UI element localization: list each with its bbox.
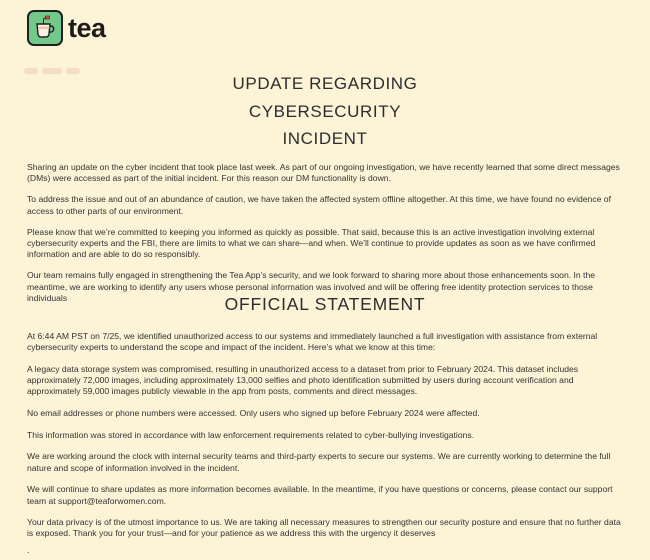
statement-paragraph: We are working around the clock with internal security teams and third-party experts to secure our systems. We are currently working to determine the full nature and scope of information involved in the incident. — [27, 451, 611, 473]
title-line: CYBERSECURITY — [248, 101, 402, 121]
statement-paragraph: No email addresses or phone numbers were accessed. Only users who signed up before February 2024 were affected. — [27, 408, 480, 419]
statement-paragraph: We will continue to share updates as more information becomes available. In the meantime, if you have questions or concerns, please contact our support team at support@teaforwomen.com. — [27, 484, 613, 506]
update-paragraph: Please know that we’re committed to keeping you informed as quickly as possible. That said, because this is an active investigation involving external cybersecurity experts and the FBI, there are limits to what we can share—and when. We’ll continue to provide updates as soon as we have confirmed information and are able to do so responsibly. — [27, 226, 596, 260]
update-body — [27, 162, 623, 314]
statement-body — [27, 331, 623, 550]
update-paragraph: Our team remains fully engaged in strengthening the Tea App’s security, and we look forward to sharing more about those enhancements soon. In the meantime, we are working to identify any users whose personal information was involved and will be offering free identity protection services to those individuals — [27, 270, 596, 303]
title-line: UPDATE REGARDING — [232, 74, 418, 93]
brand-name[interactable]: tea — [68, 13, 106, 43]
statement-paragraph: Your data privacy is of the utmost importance to us. We are taking all necessary measures to strengthen our security posture and ensure that no further data is exposed. Thank you for your trust—and for your patience as we address this with the urgency it deserves — [27, 517, 621, 539]
page-title — [0, 70, 650, 153]
update-paragraph: To address the issue and out of an abundance of caution, we have taken the affected system offline altogether. At this time, we have found no evidence of access to other parts of our environment. — [27, 194, 611, 216]
tea-cup-icon[interactable] — [27, 10, 63, 46]
title-line: INCIDENT — [282, 129, 368, 148]
trailing-mark: . — [27, 545, 30, 555]
statement-paragraph: At 6:44 AM PST on 7/25, we identified unauthorized access to our systems and immediately launched a full investigation with assistance from external cybersecurity experts to understand the scope and impact of the incident. Here’s what we know at this time: — [27, 331, 598, 353]
statement-heading: OFFICIAL STATEMENT — [224, 294, 426, 314]
update-paragraph: Sharing an update on the cyber incident that took place last week. As part of our ongoing investigation, we have recently learned that some direct messages (DMs) were accessed as part of the initial incident. For this reason our DM functionality is down. — [27, 162, 620, 184]
statement-paragraph: A legacy data storage system was compromised, resulting in unauthorized access to a dataset from prior to February 2024. This dataset includes approximately 72,000 images, including approximately 13,000 selfies and photo identification submitted by users during account verification and approximately 59,000 images publicly viewable in the app from posts, comments and direct messages. — [27, 363, 579, 397]
site-header — [27, 10, 106, 46]
statement-paragraph: This information was stored in accordance with law enforcement requirements related to cyber-bullying investigations. — [27, 429, 475, 440]
